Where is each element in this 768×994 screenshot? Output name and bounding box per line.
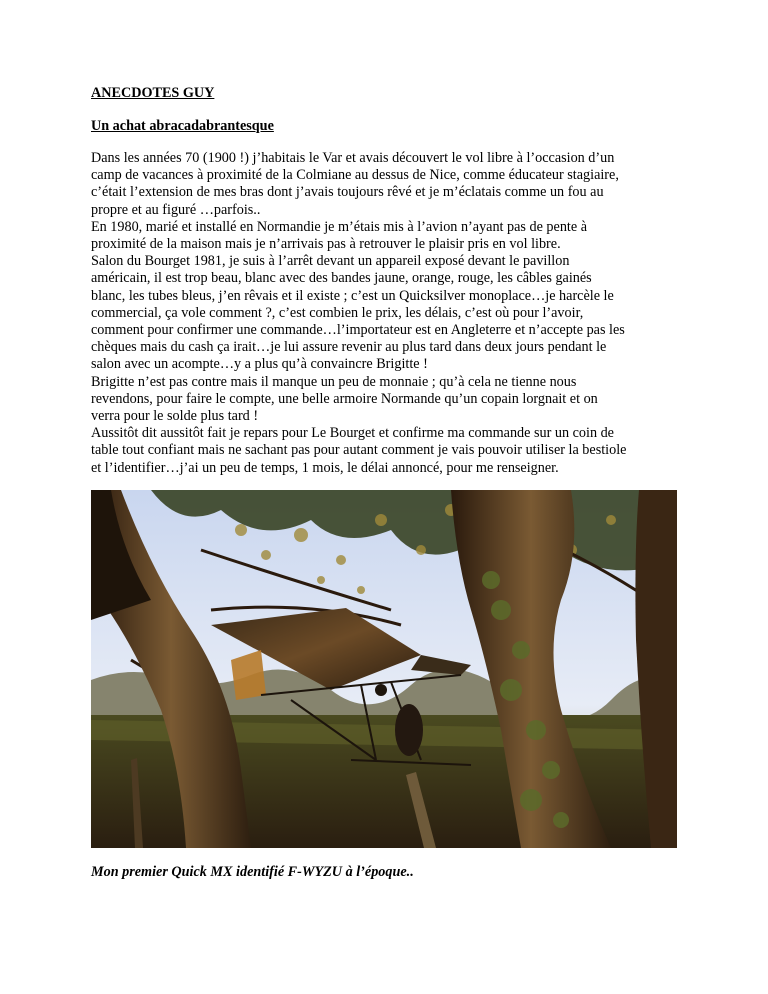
- body-line: verra pour le solde plus tard !: [91, 408, 259, 425]
- body-line: camp de vacances à proximité de la Colmiane au dessus de Nice, comme éducateur stagiaire,: [91, 167, 619, 184]
- section-title: Un achat abracadabrantesque: [91, 118, 274, 134]
- body-line: c’était l’extension de mes bras dont j’avais toujours rêvé et je m’éclatais comme un fou au: [91, 184, 604, 201]
- ultralight-photo: [91, 490, 677, 848]
- body-line: Salon du Bourget 1981, je suis à l’arrêt devant un appareil exposé devant le pavillon: [91, 253, 570, 270]
- body-line: Aussitôt dit aussitôt fait je repars pour Le Bourget et confirme ma commande sur un coin de: [91, 425, 614, 442]
- body-line: chèques mais du cash ça irait…je lui assure revenir au plus tard dans deux jours pendant le: [91, 339, 607, 356]
- body-line: En 1980, marié et installé en Normandie je m’étais mis à l’avion n’ayant pas de pente à: [91, 218, 588, 235]
- body-line: proximité de la maison mais je n’arrivais pas à retrouver le plaisir pris en vol libre.: [91, 236, 561, 253]
- photo-caption: Mon premier Quick MX identifié F-WYZU à l’époque..: [91, 864, 414, 880]
- body-line: revendons, pour faire le compte, une belle armoire Normande qu’un copain lorgnait et on: [91, 390, 598, 407]
- document-title: ANECDOTES GUY: [91, 85, 215, 101]
- body-line: Dans les années 70 (1900 !) j’habitais le Var et avais découvert le vol libre à l’occasion d’un: [91, 150, 615, 166]
- body-line: américain, il est trop beau, blanc avec des bandes jaune, orange, rouge, les câbles gainés: [91, 270, 592, 287]
- body-line: et l’identifier…j’ai un peu de temps, 1 mois, le délai annoncé, pour me renseigner.: [91, 459, 559, 476]
- body-line: blanc, les tubes bleus, j’en rêvais et il existe ; c’est un Quicksilver monoplace…je harcèle le: [91, 287, 614, 304]
- body-line: commercial, ça vole comment ?, c’est combien le prix, les délais, c’est où pour l’avoir,: [91, 304, 584, 321]
- body-text: [91, 150, 681, 477]
- body-line: Brigitte n’est pas contre mais il manque un peu de monnaie ; qu’à cela ne tienne nous: [91, 373, 577, 390]
- body-line: comment pour confirmer une commande…l’importateur est en Angleterre et n’accepte pas les: [91, 322, 625, 339]
- body-line: propre et au figuré …parfois..: [91, 201, 261, 218]
- body-line: table tout confiant mais ne sachant pas pour autant comment je vais pouvoir utiliser la bestiole: [91, 442, 627, 459]
- body-line: salon avec un acompte…y a plus qu’à convaincre Brigitte !: [91, 356, 428, 373]
